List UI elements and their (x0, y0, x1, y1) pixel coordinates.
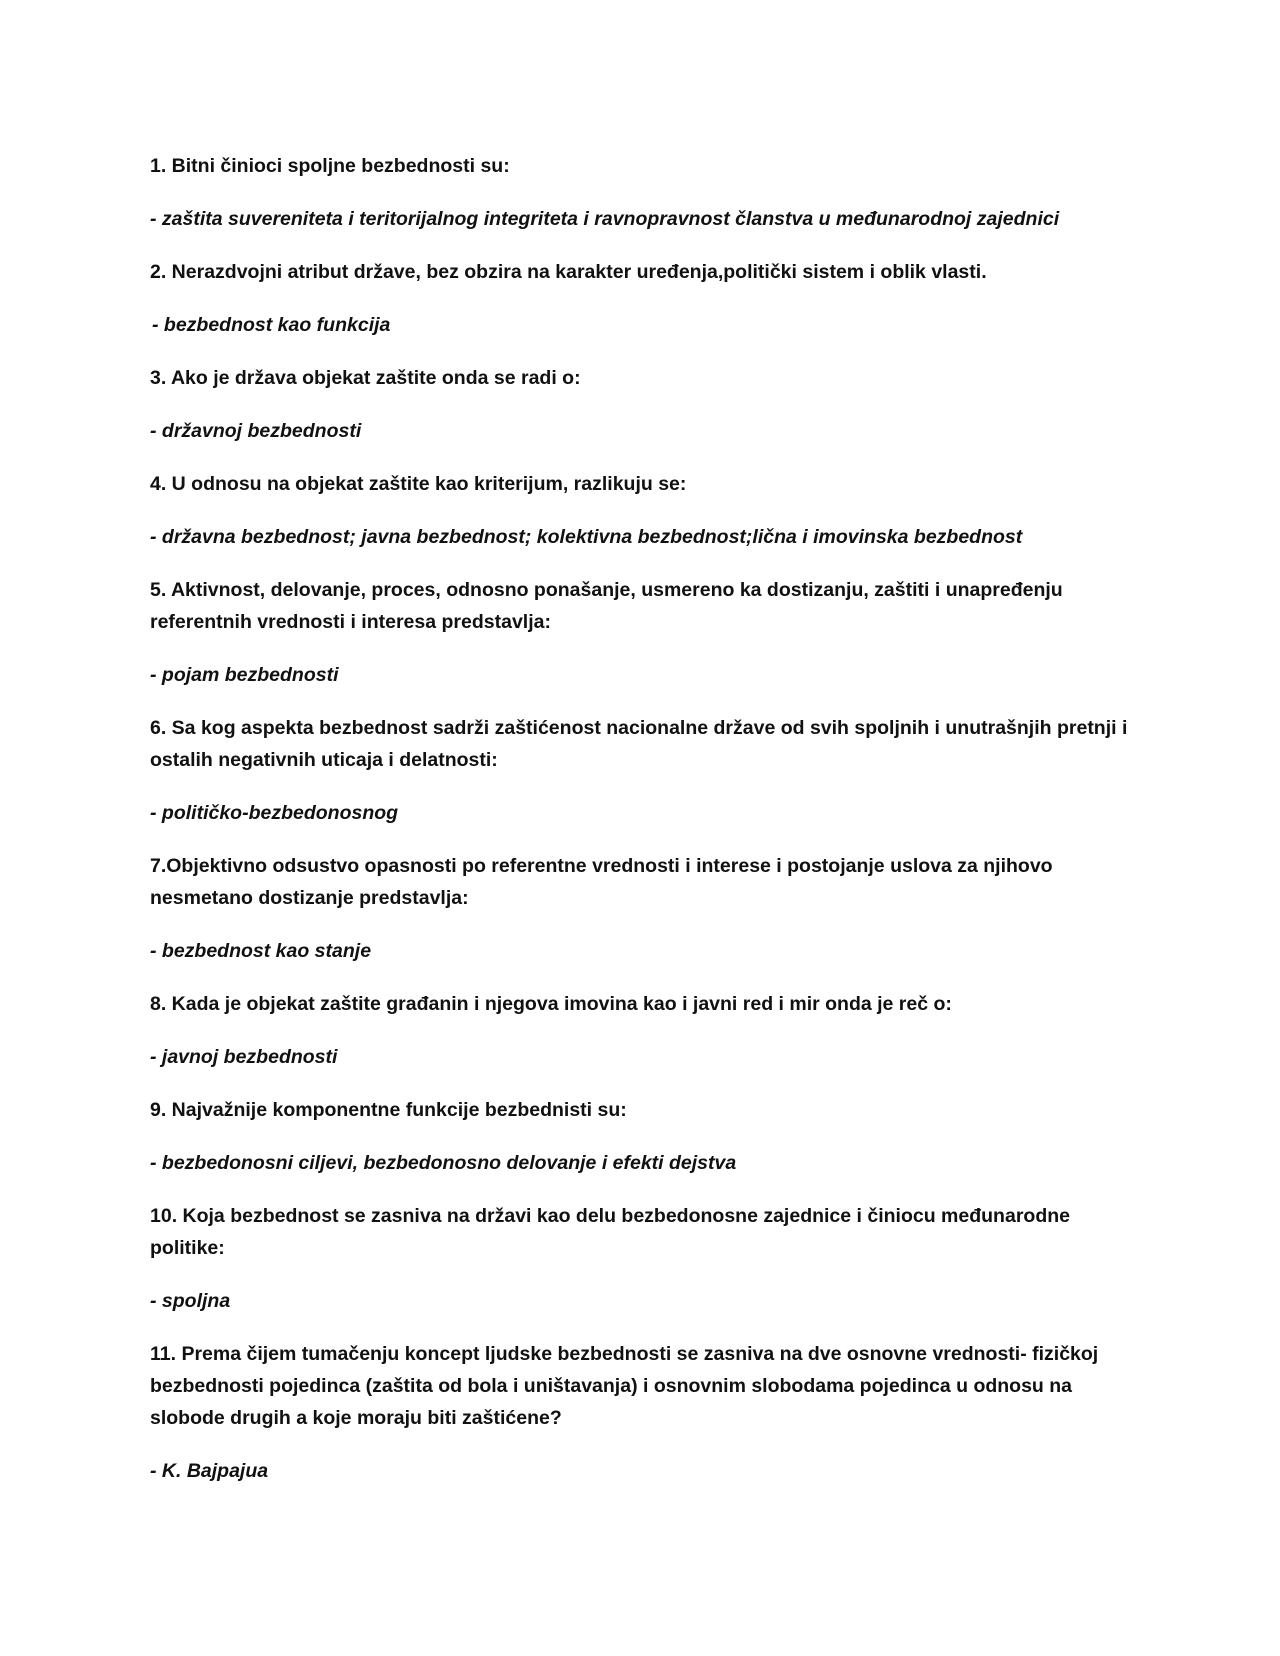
question-3: 3. Ako je država objekat zaštite onda se radi o: (150, 367, 581, 389)
question-6: 6. Sa kog aspekta bezbednost sadrži zaštićenost nacionalne države od svih spoljnih i unutrašnjih pretnji i ostalih negativnih uticaja i delatnosti: (150, 717, 1128, 771)
question-8: 8. Kada je objekat zaštite građanin i njegova imovina kao i javni red i mir onda je reč o: (150, 993, 952, 1015)
answer-10: - spoljna (150, 1290, 231, 1312)
answer-4: - državna bezbednost; javna bezbednost; kolektivna bezbednost;lična i imovinska bezbednost (150, 526, 1023, 548)
answer-1: - zaštita suvereniteta i teritorijalnog integriteta i ravnopravnost članstva u međunarodnoj zajednici (150, 208, 1060, 230)
question-1: 1. Bitni činioci spoljne bezbednosti su: (150, 155, 510, 177)
answer-11: - K. Bajpajua (150, 1460, 269, 1482)
answer-9: - bezbedonosni ciljevi, bezbedonosno delovanje i efekti dejstva (150, 1152, 737, 1174)
question-9: 9. Najvažnije komponentne funkcije bezbednisti su: (150, 1099, 627, 1121)
answer-6: - političko-bezbedonosnog (150, 802, 399, 824)
document-body (150, 150, 1130, 1508)
answer-8: - javnoj bezbednosti (150, 1046, 338, 1068)
answer-3: - državnoj bezbednosti (150, 420, 362, 442)
question-2: 2. Nerazdvojni atribut države, bez obzira na karakter uređenja,politički sistem i oblik vlasti. (150, 261, 987, 283)
question-7: 7.Objektivno odsustvo opasnosti po referentne vrednosti i interese i postojanje uslova za njihovo nesmetano dostizanje predstavlja: (150, 855, 1053, 909)
answer-2: - bezbednost kao funkcija (152, 314, 391, 336)
answer-5: - pojam bezbednosti (150, 664, 339, 686)
question-11: 11. Prema čijem tumačenju koncept ljudske bezbednosti se zasniva na dve osnovne vrednosti- fizičkoj bezbednosti pojedinca (zaštita od bola i uništavanja) i osnovnim slobodama pojedinca u odnosu na slobode drugih a koje moraju biti zaštićene? (150, 1343, 1099, 1429)
question-10: 10. Koja bezbednost se zasniva na državi kao delu bezbedonosne zajednice i činiocu međunarodne politike: (150, 1205, 1070, 1259)
question-4: 4. U odnosu na objekat zaštite kao kriterijum, razlikuju se: (150, 473, 687, 495)
answer-7: - bezbednost kao stanje (150, 940, 372, 962)
question-5: 5. Aktivnost, delovanje, proces, odnosno ponašanje, usmereno ka dostizanju, zaštiti i unapređenju referentnih vrednosti i interesa predstavlja: (150, 579, 1063, 633)
